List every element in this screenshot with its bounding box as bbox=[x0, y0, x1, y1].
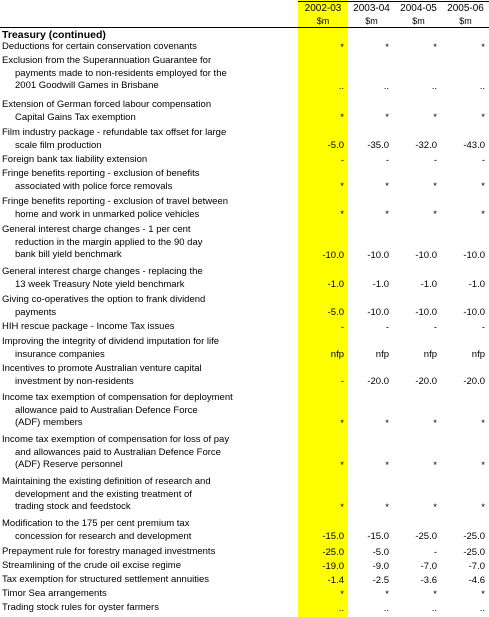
measure-label bbox=[2, 602, 159, 615]
measure-value-2003-04: -2.5 bbox=[372, 574, 389, 586]
measure-label-line: bank bill yield benchmark bbox=[15, 249, 122, 260]
measure-value-2002-03: - bbox=[340, 321, 344, 333]
measure-value-2004-05: .. bbox=[431, 80, 437, 92]
measure-label-line: Incentives to promote Australian venture capital bbox=[2, 363, 202, 374]
measure-label bbox=[2, 168, 200, 193]
measure-label bbox=[2, 55, 227, 93]
unit-label-2005-06: $m bbox=[459, 16, 472, 26]
measure-value-2003-04: -20.0 bbox=[367, 376, 389, 387]
year-header-2005-06: 2005-06 bbox=[447, 3, 484, 14]
measure-label-line: Maintaining the existing definition of research and bbox=[2, 476, 211, 487]
measure-label-line: 13 week Treasury Note yield benchmark bbox=[15, 278, 185, 290]
measure-label-line: Fringe benefits reporting - exclusion of travel between bbox=[2, 196, 229, 207]
measure-value-2005-06: * bbox=[481, 459, 485, 471]
measure-value-2002-03: .. bbox=[338, 602, 344, 614]
unit-label-2002-03: $m bbox=[316, 16, 330, 26]
measure-value-2002-03: -5.0 bbox=[327, 307, 344, 318]
measure-label bbox=[2, 321, 174, 334]
measure-label-line: Capital Gains Tax exemption bbox=[15, 111, 136, 123]
measure-label-line: Tax exemption for structured settlement annuities bbox=[2, 574, 209, 585]
measure-label bbox=[2, 224, 203, 262]
measure-label-line: Income tax exemption of compensation for deployment bbox=[2, 392, 233, 403]
measure-value-2004-05: * bbox=[433, 181, 437, 192]
measure-value-2002-03: * bbox=[340, 501, 344, 513]
measure-value-2003-04: -1.0 bbox=[372, 279, 389, 290]
measure-value-2004-05: * bbox=[433, 588, 437, 600]
measure-label-line: allowance paid to Australian Defence Force bbox=[15, 404, 198, 416]
measure-value-2004-05: - bbox=[433, 321, 437, 333]
measure-value-2002-03: -1.0 bbox=[327, 279, 344, 290]
measure-label-line: trading stock and feedstock bbox=[15, 501, 131, 512]
measure-label-line: General interest charge changes - 1 per cent bbox=[2, 224, 191, 235]
measure-label bbox=[2, 546, 215, 559]
measure-value-2004-05: nfp bbox=[423, 349, 437, 360]
measure-value-2005-06: * bbox=[481, 501, 485, 513]
measure-value-2003-04: -5.0 bbox=[372, 546, 389, 558]
measure-value-2003-04: - bbox=[385, 321, 389, 333]
measure-value-2005-06: -10.0 bbox=[463, 307, 485, 318]
measure-label-line: Modification to the 175 per cent premium tax bbox=[2, 518, 190, 529]
measure-label-line: Film industry package - refundable tax offset for large bbox=[2, 127, 227, 138]
measure-label-line: Foreign bank tax liability extension bbox=[2, 154, 148, 165]
measure-value-2005-06: -7.0 bbox=[468, 560, 485, 572]
measure-value-2002-03: * bbox=[340, 209, 344, 220]
measure-label bbox=[2, 392, 233, 430]
measure-label-line: 2001 Goodwill Games in Brisbane bbox=[15, 80, 159, 91]
measure-value-2003-04: - bbox=[385, 154, 389, 166]
measure-label bbox=[2, 518, 191, 543]
year-header-2002-03: 2002-03 bbox=[304, 3, 342, 14]
measure-value-2003-04: * bbox=[385, 209, 389, 220]
measure-value-2004-05: -7.0 bbox=[420, 560, 437, 572]
measure-value-2003-04: * bbox=[385, 181, 389, 192]
measure-value-2005-06: * bbox=[481, 41, 485, 53]
section-title: Treasury (continued) bbox=[2, 29, 106, 41]
measure-label bbox=[2, 434, 229, 472]
measure-value-2004-05: * bbox=[433, 501, 437, 513]
measure-value-2004-05: -1.0 bbox=[420, 279, 437, 290]
measure-value-2005-06: -25.0 bbox=[463, 546, 485, 558]
unit-label-2003-04: $m bbox=[365, 16, 378, 26]
measure-value-2005-06: - bbox=[481, 154, 485, 166]
measure-label-line: Improving the integrity of dividend imputation for life bbox=[2, 336, 220, 347]
measure-label-line: development and the existing treatment of bbox=[15, 488, 192, 500]
measure-label bbox=[2, 588, 107, 601]
measure-value-2004-05: * bbox=[433, 417, 437, 429]
measure-value-2005-06: -25.0 bbox=[463, 531, 485, 542]
measure-value-2005-06: -10.0 bbox=[463, 249, 485, 261]
measure-label bbox=[2, 41, 197, 54]
measure-value-2005-06: * bbox=[481, 181, 485, 192]
measure-value-2002-03: -10.0 bbox=[322, 249, 344, 261]
measure-value-2005-06: .. bbox=[479, 602, 485, 614]
measure-label-line: insurance companies bbox=[15, 348, 105, 360]
year-header-2003-04: 2003-04 bbox=[353, 3, 390, 14]
measure-value-2004-05: -3.6 bbox=[420, 574, 437, 586]
year-header-2004-05: 2004-05 bbox=[400, 3, 437, 14]
measure-value-2004-05: - bbox=[433, 154, 437, 166]
measure-value-2005-06: * bbox=[481, 209, 485, 220]
measure-label-line: General interest charge changes - replacing the bbox=[2, 266, 203, 277]
measure-value-2005-06: nfp bbox=[471, 349, 485, 360]
measure-value-2004-05: -10.0 bbox=[415, 307, 437, 318]
measure-value-2003-04: -10.0 bbox=[367, 249, 389, 261]
measure-value-2002-03: .. bbox=[338, 80, 344, 92]
measure-label bbox=[2, 476, 211, 514]
measure-label-line: Exclusion from the Superannuation Guarantee for bbox=[2, 55, 212, 66]
measure-value-2003-04: * bbox=[385, 41, 389, 53]
measure-label bbox=[2, 363, 202, 388]
measure-value-2004-05: -10.0 bbox=[415, 249, 437, 261]
measure-label bbox=[2, 154, 147, 167]
measure-value-2003-04: nfp bbox=[375, 349, 389, 360]
measure-value-2005-06: -20.0 bbox=[463, 376, 485, 387]
header-bottom-rule bbox=[0, 27, 489, 28]
measure-value-2002-03: - bbox=[340, 154, 344, 166]
measure-value-2002-03: * bbox=[340, 112, 344, 123]
measure-label-line: Streamlining of the crude oil excise regime bbox=[2, 560, 182, 571]
measure-label-line: reduction in the margin applied to the 90 day bbox=[15, 236, 203, 248]
measure-value-2003-04: * bbox=[385, 459, 389, 471]
measure-value-2002-03: * bbox=[340, 417, 344, 429]
measure-value-2005-06: * bbox=[481, 417, 485, 429]
measure-label-line: (ADF) members bbox=[15, 417, 83, 428]
measure-label bbox=[2, 294, 205, 319]
measure-value-2003-04: -9.0 bbox=[372, 560, 389, 572]
measure-label-line: Trading stock rules for oyster farmers bbox=[2, 602, 159, 613]
measure-value-2005-06: -43.0 bbox=[463, 140, 485, 151]
measure-value-2003-04: * bbox=[385, 501, 389, 513]
measure-value-2003-04: * bbox=[385, 588, 389, 600]
measure-label bbox=[2, 99, 211, 124]
measure-value-2002-03: * bbox=[340, 181, 344, 192]
measure-value-2004-05: -32.0 bbox=[415, 140, 437, 151]
measure-value-2004-05: -20.0 bbox=[415, 376, 437, 387]
measure-label-line: payments made to non-residents employed for the bbox=[15, 67, 227, 79]
measure-label-line: HIH rescue package - Income Tax issues bbox=[2, 321, 175, 332]
measure-value-2004-05: * bbox=[433, 209, 437, 220]
header-top-rule bbox=[298, 1, 489, 2]
measure-value-2005-06: * bbox=[481, 112, 485, 123]
measure-label-line: Timor Sea arrangements bbox=[2, 588, 107, 599]
measure-value-2003-04: -15.0 bbox=[367, 531, 389, 542]
measure-label bbox=[2, 127, 226, 152]
measure-value-2003-04: * bbox=[385, 417, 389, 429]
measure-value-2002-03: -15.0 bbox=[322, 531, 344, 542]
measure-label bbox=[2, 336, 219, 361]
measure-value-2004-05: .. bbox=[431, 602, 437, 614]
measure-label-line: concession for research and development bbox=[15, 530, 192, 542]
measure-label-line: Giving co-operatives the option to frank dividend bbox=[2, 294, 206, 305]
measure-label-line: (ADF) Reserve personnel bbox=[15, 459, 123, 470]
measure-value-2005-06: -1.0 bbox=[468, 279, 485, 290]
measure-value-2002-03: * bbox=[340, 41, 344, 53]
unit-label-2004-05: $m bbox=[412, 16, 425, 26]
measure-value-2005-06: * bbox=[481, 588, 485, 600]
measure-label-line: Prepayment rule for forestry managed investments bbox=[2, 546, 216, 557]
measure-label-line: Fringe benefits reporting - exclusion of benefits bbox=[2, 168, 200, 179]
measure-value-2004-05: - bbox=[433, 546, 437, 558]
measure-label-line: Income tax exemption of compensation for loss of pay bbox=[2, 434, 230, 445]
measure-value-2003-04: .. bbox=[383, 602, 389, 614]
measure-label bbox=[2, 560, 181, 573]
measure-value-2002-03: -5.0 bbox=[327, 140, 344, 151]
measure-value-2002-03: - bbox=[340, 376, 344, 387]
measure-value-2004-05: * bbox=[433, 459, 437, 471]
measure-value-2003-04: -10.0 bbox=[367, 307, 389, 318]
measure-value-2002-03: -1.4 bbox=[327, 574, 344, 586]
measure-label-line: associated with police force removals bbox=[15, 180, 173, 192]
measure-label-line: home and work in unmarked police vehicles bbox=[15, 208, 200, 220]
measure-label bbox=[2, 266, 203, 291]
measure-label-line: investment by non-residents bbox=[15, 375, 134, 387]
measure-label bbox=[2, 196, 228, 221]
measure-value-2002-03: * bbox=[340, 588, 344, 600]
measure-value-2005-06: -4.6 bbox=[468, 574, 485, 586]
measure-value-2003-04: * bbox=[385, 112, 389, 123]
measure-value-2002-03: * bbox=[340, 459, 344, 471]
measure-label-line: Extension of German forced labour compensation bbox=[2, 99, 212, 110]
measure-label-line: and allowances paid to Australian Defence Force bbox=[15, 446, 221, 458]
measure-value-2005-06: .. bbox=[479, 80, 485, 92]
measure-value-2004-05: * bbox=[433, 41, 437, 53]
measure-value-2002-03: -25.0 bbox=[322, 546, 344, 558]
measure-label-line: scale film production bbox=[15, 139, 102, 151]
measure-value-2002-03: nfp bbox=[330, 349, 344, 360]
measure-value-2003-04: .. bbox=[383, 80, 389, 92]
measure-value-2005-06: - bbox=[481, 321, 485, 333]
measure-value-2004-05: * bbox=[433, 112, 437, 123]
measure-value-2004-05: -25.0 bbox=[415, 531, 437, 542]
measure-label-line: payments bbox=[15, 306, 57, 318]
measure-value-2003-04: -35.0 bbox=[367, 140, 389, 151]
measure-label bbox=[2, 574, 209, 587]
measure-value-2002-03: -19.0 bbox=[322, 560, 344, 572]
measure-label-line: Deductions for certain conservation covenants bbox=[2, 41, 197, 52]
